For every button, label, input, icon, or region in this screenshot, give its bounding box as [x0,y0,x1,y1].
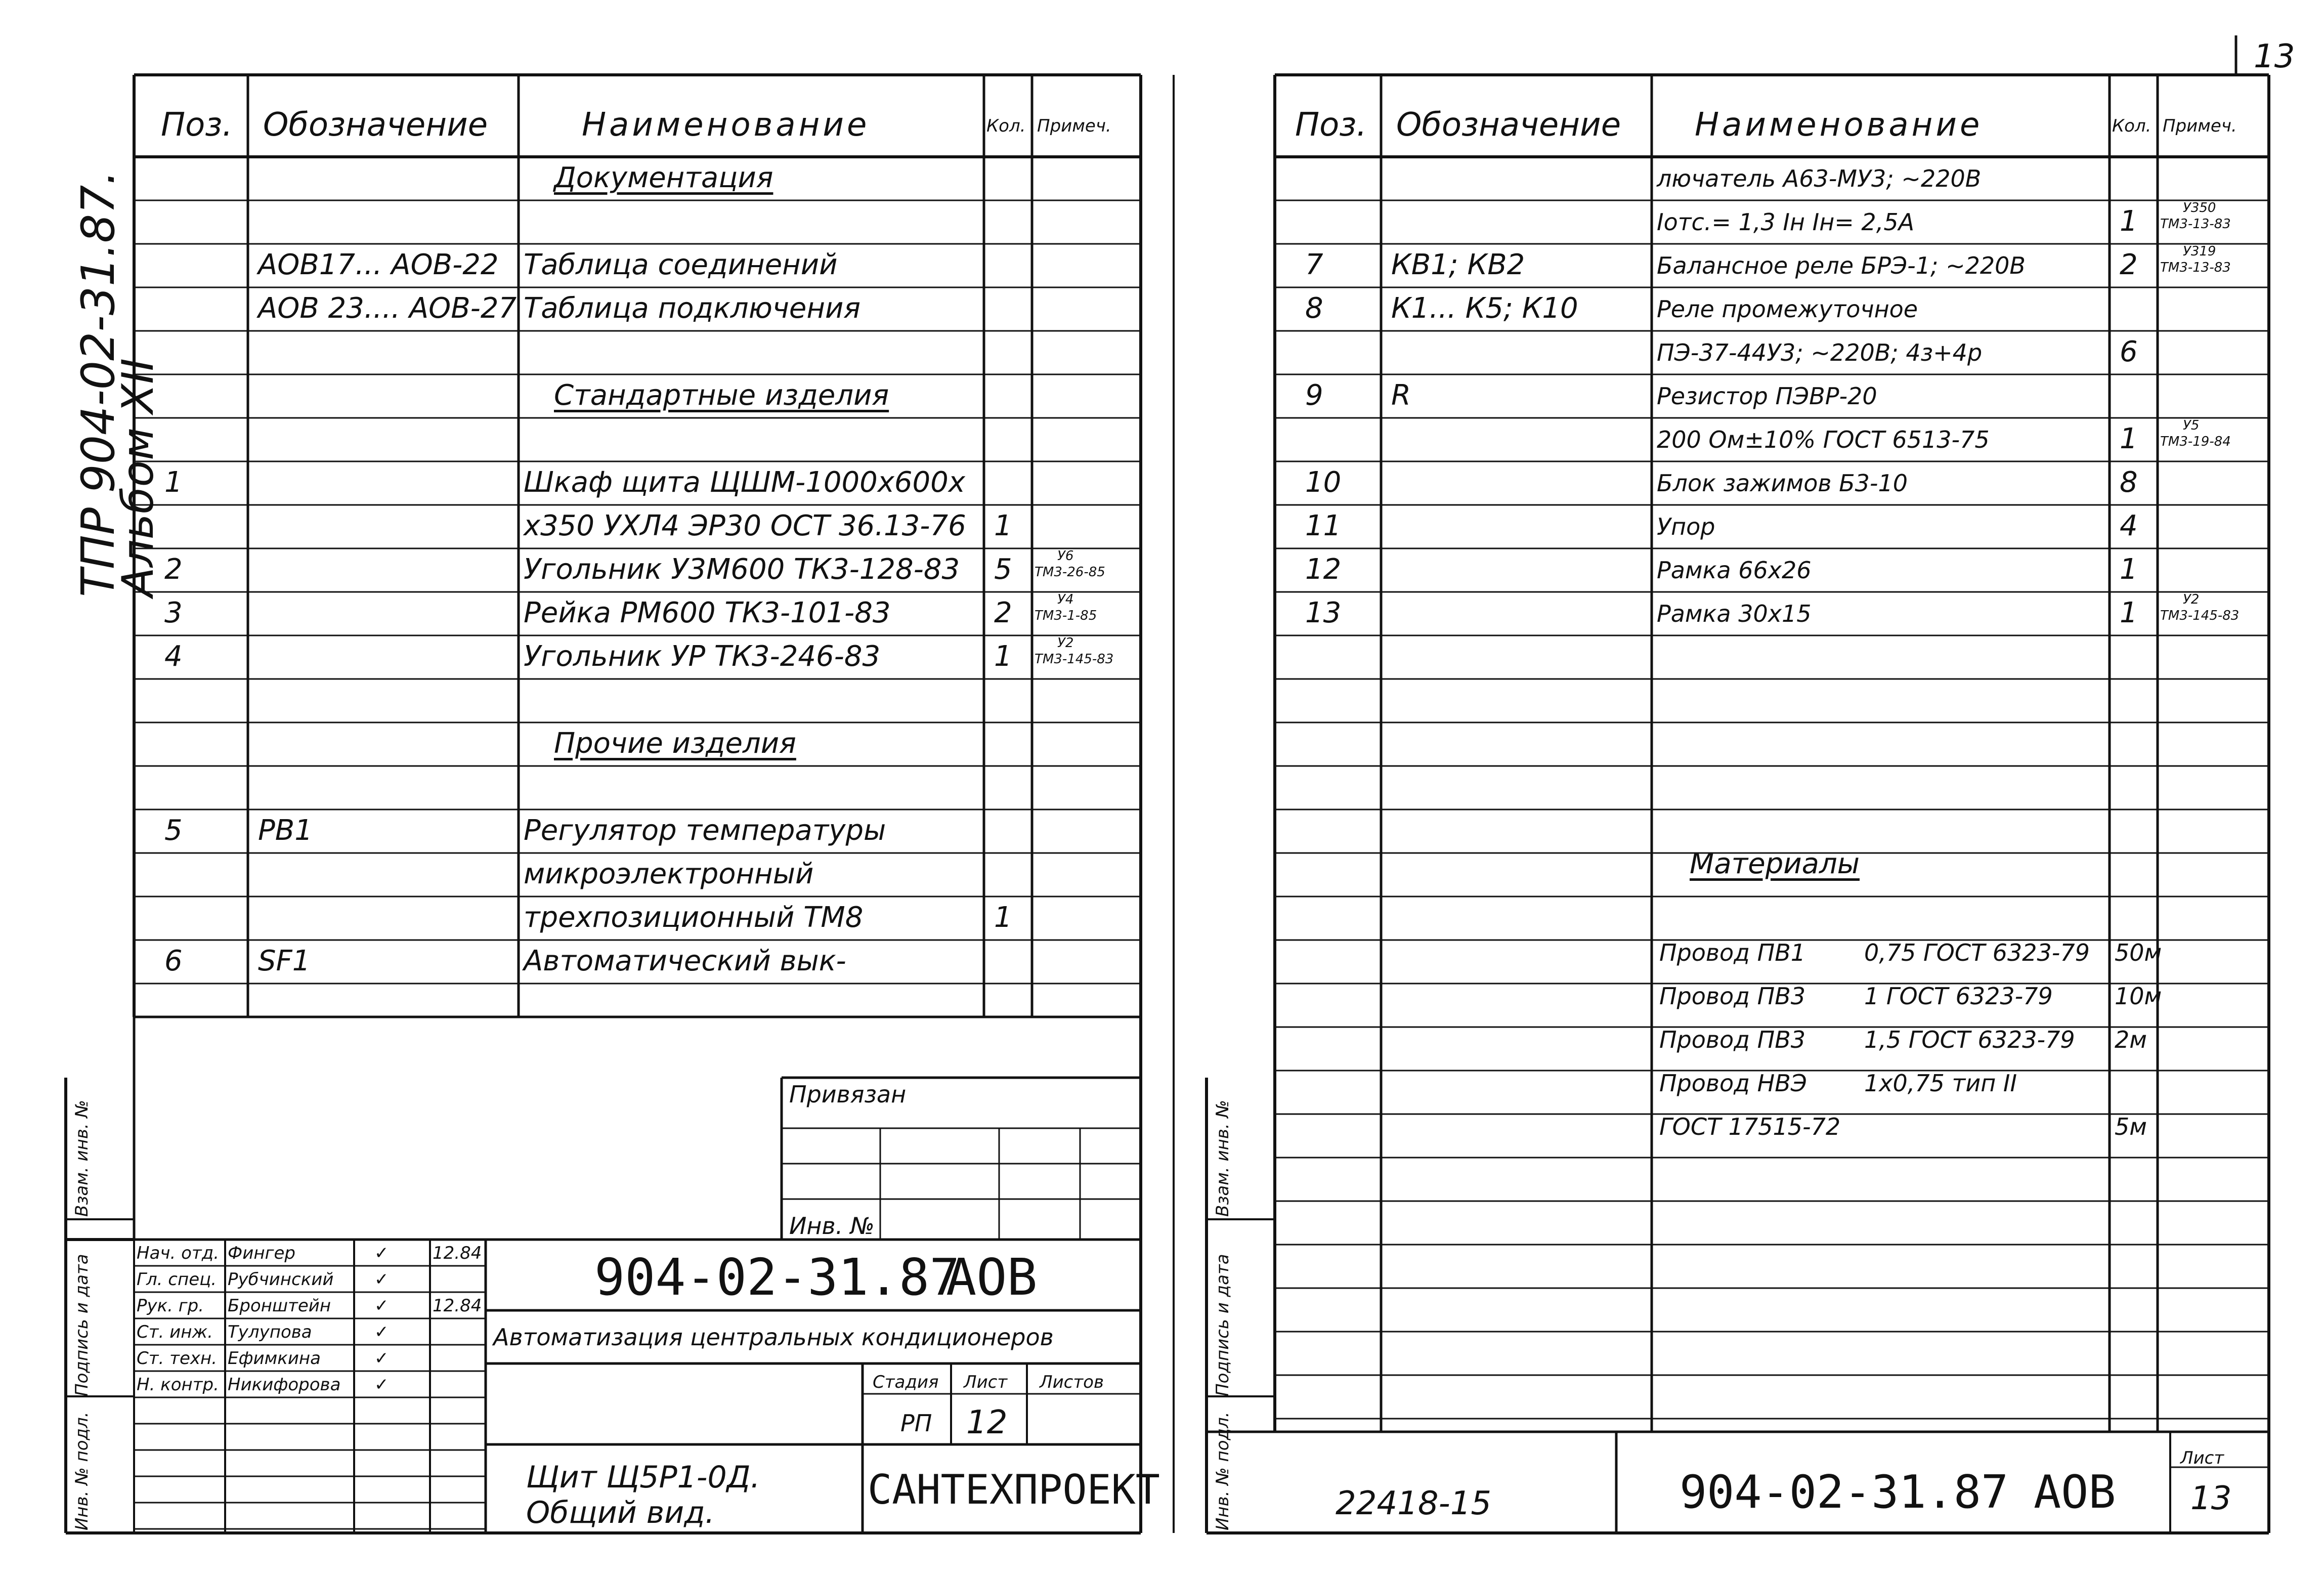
right-row-pos: 7 [1305,248,1323,281]
section-heading: Прочие изделия [554,727,796,760]
right-header-note: Примеч. [2163,116,2237,136]
left-row-note-sheet: У2 [1057,635,1074,651]
right-row-pos: 11 [1305,509,1342,542]
right-row-name: Балансное реле БРЭ-1; ~220В [1657,252,2026,279]
left-row-pos: 6 [164,945,183,977]
right-header-designation: Обозначение [1396,106,1621,144]
left-row-name: микроэлектронный [524,858,814,890]
left-row-name: трехпозиционный ТМ8 [524,901,864,934]
right-row-qty: 1 [2120,205,2138,238]
right-row-name: Рамка 30х15 [1657,600,1812,627]
right-row-name: лючатель А63-МУ3; ~220В [1657,165,1982,192]
right-row-designation: КВ1; КВ2 [1391,248,1525,281]
sheet-label: Лист [964,1372,1008,1392]
staff-signature: ✓ [374,1348,389,1369]
left-doc-mark: АОВ [946,1248,1038,1307]
left-header-designation: Обозначение [263,106,488,144]
staff-role: Ст. инж. [137,1322,213,1342]
staff-date: 12.84 [433,1296,482,1316]
side-stamp-line1: ТПР 904-02-31.87. [72,170,125,597]
left-row-designation: РВ1 [258,814,313,847]
right-row-qty: 2 [2120,248,2138,281]
right-row-name: 200 Ом±10% ГОСТ 6513-75 [1657,426,1990,453]
staff-name: Никифорова [228,1375,341,1395]
left-row-name: Рейка РМ600 ТК3-101-83 [524,596,891,629]
strip-inv-orig: Инв. № подл. [72,1412,92,1530]
left-row-qty: 2 [994,596,1012,629]
material-name: Провод ПВ3 [1659,983,1806,1010]
staff-name: Тулупова [228,1322,312,1342]
left-row-qty: 1 [994,640,1012,673]
left-row-note-sheet: У4 [1057,592,1074,607]
right-sheet-label: Лист [2180,1448,2224,1468]
staff-name: Ефимкина [228,1348,321,1369]
page-number: 13 [2254,38,2295,75]
right-doc-code: 904-02-31.87 [1680,1466,2009,1519]
staff-name: Рубчинский [228,1269,334,1290]
staff-role: Гл. спец. [137,1269,217,1290]
section-heading: Документация [554,161,773,194]
left-row-pos: 3 [164,596,183,629]
right-row-note: ТМ3-145-83 [2160,608,2240,623]
sheet-value: 12 [966,1404,1008,1441]
material-name: ГОСТ 17515-72 [1659,1113,1841,1140]
left-header-qty: Кол. [986,116,1026,136]
staff-signature: ✓ [374,1322,389,1342]
strip-sign-date: Подпись и дата [72,1254,92,1396]
material-name: Провод ПВ3 [1659,1026,1806,1053]
material-spec: 1,5 ГОСТ 6323-79 [1864,1026,2075,1053]
inv-no-label: Инв. № [789,1212,875,1240]
right-row-name: Резистор ПЭВР-20 [1657,382,1877,410]
right-row-name: Реле промежуточное [1657,295,1918,323]
strip-replace-inv: Взам. инв. № [72,1100,92,1217]
left-row-name: Угольник У3М600 ТК3-128-83 [524,553,960,586]
left-header-pos: Поз. [161,106,233,144]
inventory-number: 22418-15 [1336,1485,1492,1522]
stage-value: РП [900,1410,932,1437]
staff-role: Ст. техн. [137,1348,218,1369]
left-row-name: Регулятор температуры [524,814,886,847]
right-row-note: ТМ3-13-83 [2160,217,2231,232]
project-name: Автоматизация центральных кондиционеров [493,1324,1054,1351]
staff-signature: ✓ [374,1296,389,1316]
left-row-name: Шкаф щита ЩШМ-1000х600х [524,466,965,499]
staff-role: Н. контр. [137,1375,219,1395]
left-header-name: Наименование [582,106,870,144]
left-doc-code: 904-02-31.87 [594,1248,960,1307]
right-row-designation: К1... К5; К10 [1391,292,1578,325]
material-spec: 1 ГОСТ 6323-79 [1864,983,2053,1010]
right-row-note-sheet: У350 [2183,200,2216,216]
left-row-qty: 5 [994,553,1012,586]
left-row-pos: 2 [164,553,183,586]
left-row-name: Угольник УР ТК3-246-83 [524,640,881,673]
organization: САНТЕХПРОЕКТ [868,1466,1160,1513]
staff-signature: ✓ [374,1375,389,1395]
material-qty: 10м [2115,983,2162,1010]
right-row-name: Рамка 66х26 [1657,557,1812,584]
right-row-qty: 6 [2120,335,2138,368]
right-row-designation: R [1391,379,1411,412]
right-row-qty: 1 [2120,596,2138,629]
material-qty: 5м [2115,1113,2147,1140]
staff-role: Нач. отд. [137,1243,220,1263]
right-doc-mark: АОВ [2034,1466,2116,1519]
strip-right-sign-date: Подпись и дата [1213,1254,1233,1396]
staff-date: 12.84 [433,1243,482,1263]
stage-label: Стадия [873,1372,939,1392]
material-qty: 2м [2115,1026,2147,1053]
left-row-name: х350 УХЛ4 ЭР30 ОСТ 36.13-76 [524,509,966,542]
material-name: Провод НВЭ [1659,1070,1807,1097]
left-row-designation: АОВ17... АОВ-22 [258,248,499,281]
sheets-label: Листов [1040,1372,1104,1392]
drawing-title-2: Общий вид. [526,1495,715,1530]
right-row-name: ПЭ-37-44У3; ~220В; 4з+4р [1657,339,1983,366]
side-stamp-line2: Альбом XII [113,358,163,597]
staff-name: Бронштейн [228,1296,331,1316]
right-row-pos: 10 [1305,466,1342,499]
staff-signature: ✓ [374,1269,389,1290]
right-row-qty: 1 [2120,422,2138,455]
right-row-pos: 8 [1305,292,1323,325]
left-row-name: Автоматический вык- [524,945,846,977]
left-row-note: ТМ3-26-85 [1035,565,1105,580]
left-row-name: Таблица соединений [524,248,838,281]
left-row-name: Таблица подключения [524,292,861,325]
right-row-pos: 9 [1305,379,1323,412]
strip-right-replace-inv: Взам. инв. № [1213,1100,1233,1217]
right-header-qty: Кол. [2112,116,2151,136]
staff-name: Фингер [228,1243,295,1263]
right-sheet-value: 13 [2190,1480,2232,1517]
right-row-pos: 12 [1305,553,1342,586]
right-header-name: Наименование [1695,106,1983,144]
right-row-name: Упор [1657,513,1715,540]
left-row-note: ТМ3-145-83 [1035,652,1114,667]
left-row-note-sheet: У6 [1057,548,1074,564]
staff-signature: ✓ [374,1243,389,1263]
material-spec: 1х0,75 тип II [1864,1070,2017,1097]
left-row-pos: 5 [164,814,183,847]
right-row-pos: 13 [1305,596,1342,629]
right-row-name: Блок зажимов Б3-10 [1657,470,1908,497]
right-row-qty: 4 [2120,509,2138,542]
left-row-pos: 1 [164,466,183,499]
strip-right-inv-orig: Инв. № подл. [1213,1412,1233,1530]
privyazan-label: Привязан [789,1081,907,1108]
left-row-designation: SF1 [258,945,311,977]
material-spec: 0,75 ГОСТ 6323-79 [1864,939,2090,966]
left-row-designation: АОВ 23.... АОВ-27 [258,292,517,325]
left-row-pos: 4 [164,640,183,673]
material-qty: 50м [2115,939,2162,966]
left-row-note: ТМ3-1-85 [1035,608,1097,623]
right-row-note: ТМ3-13-83 [2160,260,2231,275]
material-name: Провод ПВ1 [1659,939,1806,966]
materials-heading: Материалы [1690,847,1860,880]
section-heading: Стандартные изделия [554,379,889,412]
right-row-note-sheet: У2 [2183,592,2200,607]
right-row-qty: 8 [2120,466,2138,499]
left-row-qty: 1 [994,901,1012,934]
right-row-qty: 1 [2120,553,2138,586]
left-header-note: Примеч. [1037,116,1111,136]
right-row-note-sheet: У319 [2183,244,2216,259]
right-row-note-sheet: У5 [2183,418,2200,433]
left-row-qty: 1 [994,509,1012,542]
right-row-note: ТМ3-19-84 [2160,434,2231,449]
right-row-name: Iотс.= 1,3 Iн Iн= 2,5А [1657,208,1915,236]
staff-role: Рук. гр. [137,1296,204,1316]
right-header-pos: Поз. [1295,106,1367,144]
drawing-title-1: Щит Щ5Р1-0Д. [526,1460,760,1495]
